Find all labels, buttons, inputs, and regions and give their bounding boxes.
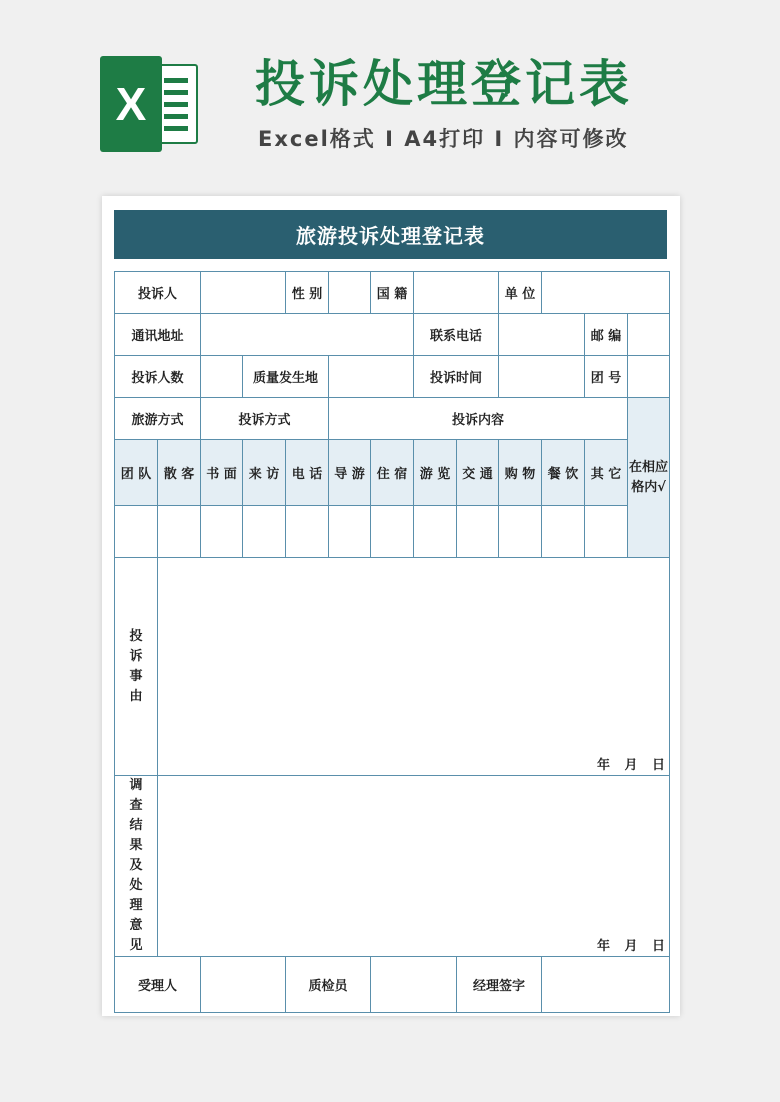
field-quality-place[interactable]: [329, 356, 414, 398]
form-row-signatures: [115, 957, 670, 1013]
label-travel-mode: 旅游方式: [115, 398, 201, 440]
field-complaint-reason[interactable]: [158, 558, 670, 776]
field-postcode[interactable]: [628, 314, 670, 356]
field-phone[interactable]: [499, 314, 585, 356]
category-label: 团 队: [115, 440, 158, 506]
field-complainant[interactable]: [201, 272, 286, 314]
field-gender[interactable]: [329, 272, 371, 314]
category-check-cell[interactable]: [457, 506, 499, 558]
category-label: 书 面: [201, 440, 243, 506]
category-check-cell[interactable]: [542, 506, 585, 558]
category-check-cell[interactable]: [329, 506, 371, 558]
form-row-survey: [115, 776, 670, 957]
label-nationality: 国 籍: [371, 272, 414, 314]
complaint-date-label: 年 月 日: [596, 758, 666, 773]
label-quality-place: 质量发生地: [243, 356, 329, 398]
label-receiver: 受理人: [115, 957, 201, 1013]
category-check-cell[interactable]: [201, 506, 243, 558]
label-group-no: 团 号: [585, 356, 628, 398]
category-check-cell[interactable]: [414, 506, 457, 558]
category-label: 来 访: [243, 440, 286, 506]
label-complaint-time: 投诉时间: [414, 356, 499, 398]
label-unit: 单 位: [499, 272, 542, 314]
category-check-cell[interactable]: [585, 506, 628, 558]
category-check-cell[interactable]: [371, 506, 414, 558]
field-address[interactable]: [201, 314, 414, 356]
category-label: 购 物: [499, 440, 542, 506]
form-row-category-checks: [115, 506, 670, 558]
label-complainant: 投诉人: [115, 272, 201, 314]
category-label: 游 览: [414, 440, 457, 506]
field-nationality[interactable]: [414, 272, 499, 314]
label-complaint-content: 投诉内容: [329, 398, 628, 440]
page-title: 投诉处理登记表: [255, 55, 633, 113]
form-row-complainant: [115, 272, 670, 314]
label-inspector: 质检员: [286, 957, 371, 1013]
category-check-cell[interactable]: [158, 506, 201, 558]
excel-logo-letter: X: [100, 56, 162, 152]
label-postcode: 邮 编: [585, 314, 628, 356]
field-inspector[interactable]: [371, 957, 457, 1013]
field-survey-result[interactable]: [158, 776, 670, 957]
category-label: 电 话: [286, 440, 329, 506]
form-row-count: [115, 356, 670, 398]
form-row-category-headers: [115, 398, 670, 440]
label-gender: 性 别: [286, 272, 329, 314]
field-complaint-time[interactable]: [499, 356, 585, 398]
label-complainant-count: 投诉人数: [115, 356, 201, 398]
page-header: [0, 0, 780, 190]
category-label: 餐 饮: [542, 440, 585, 506]
label-survey-result: 调 查 结 果 及 处 理 意 见: [115, 776, 158, 957]
form-banner: 旅游投诉处理登记表: [114, 210, 667, 259]
category-check-cell[interactable]: [286, 506, 329, 558]
form-row-categories: [115, 440, 670, 506]
label-manager-sign: 经理签字: [457, 957, 542, 1013]
form-row-complaint-reason: [115, 558, 670, 776]
survey-date-label: 年 月 日: [596, 939, 666, 954]
page-subtitle: Excel格式 I A4打印 I 内容可修改: [258, 127, 629, 151]
field-manager-sign[interactable]: [542, 957, 670, 1013]
label-complaint-reason: 投 诉 事 由: [115, 558, 158, 776]
category-label: 其 它: [585, 440, 628, 506]
complaint-form-table: [114, 271, 670, 1013]
label-check-note: 在相应格内√: [628, 398, 670, 558]
field-unit[interactable]: [542, 272, 670, 314]
category-check-cell[interactable]: [499, 506, 542, 558]
field-receiver[interactable]: [201, 957, 286, 1013]
category-label: 导 游: [329, 440, 371, 506]
label-address: 通讯地址: [115, 314, 201, 356]
category-label: 交 通: [457, 440, 499, 506]
category-label: 散 客: [158, 440, 201, 506]
label-phone: 联系电话: [414, 314, 499, 356]
category-label: 住 宿: [371, 440, 414, 506]
field-complainant-count[interactable]: [201, 356, 243, 398]
category-check-cell[interactable]: [243, 506, 286, 558]
form-row-address: [115, 314, 670, 356]
excel-icon: [100, 56, 200, 152]
label-complaint-mode: 投诉方式: [201, 398, 329, 440]
field-group-no[interactable]: [628, 356, 670, 398]
category-check-cell[interactable]: [115, 506, 158, 558]
